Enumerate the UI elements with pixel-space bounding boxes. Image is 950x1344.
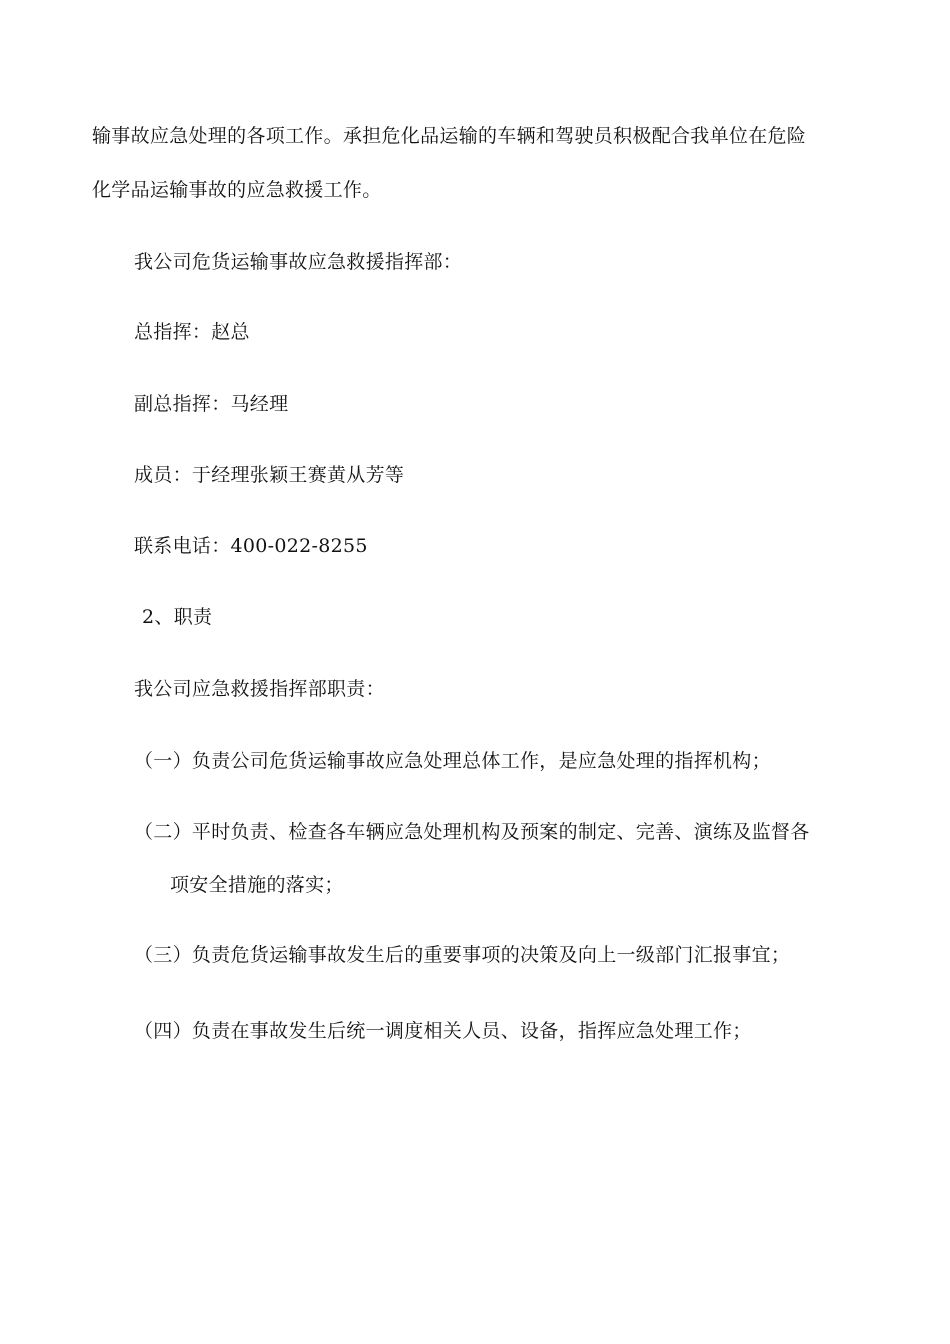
section-heading: 我公司危货运输事故应急救援指挥部：	[134, 251, 463, 273]
duty-item-4: （四）负责在事故发生后统一调度相关人员、设备，指挥应急处理工作；	[134, 1020, 752, 1042]
duty-item-1: （一）负责公司危货运输事故应急处理总体工作，是应急处理的指挥机构；	[134, 750, 771, 772]
duty-item-3: （三）负责危货运输事故发生后的重要事项的决策及向上一级部门汇报事宜；	[134, 944, 791, 966]
duty-item-2-continuation: 项安全措施的落实；	[170, 874, 344, 896]
commander-line: 总指挥：赵总	[134, 321, 250, 343]
paragraph-line: 化学品运输事故的应急救援工作。	[92, 179, 382, 201]
deputy-commander-line: 副总指挥：马经理	[134, 393, 289, 415]
paragraph-line: 输事故应急处理的各项工作。承担危化品运输的车辆和驾驶员积极配合我单位在危险	[92, 125, 807, 147]
members-line: 成员：于经理张颖王赛黄从芳等	[134, 464, 405, 486]
subsection-heading: 2、职责	[142, 606, 213, 628]
duty-item-2: （二）平时负责、检查各车辆应急处理机构及预案的制定、完善、演练及监督各	[134, 821, 810, 843]
duties-heading: 我公司应急救援指挥部职责：	[134, 678, 385, 700]
phone-line: 联系电话：400-022-8255	[134, 535, 368, 557]
